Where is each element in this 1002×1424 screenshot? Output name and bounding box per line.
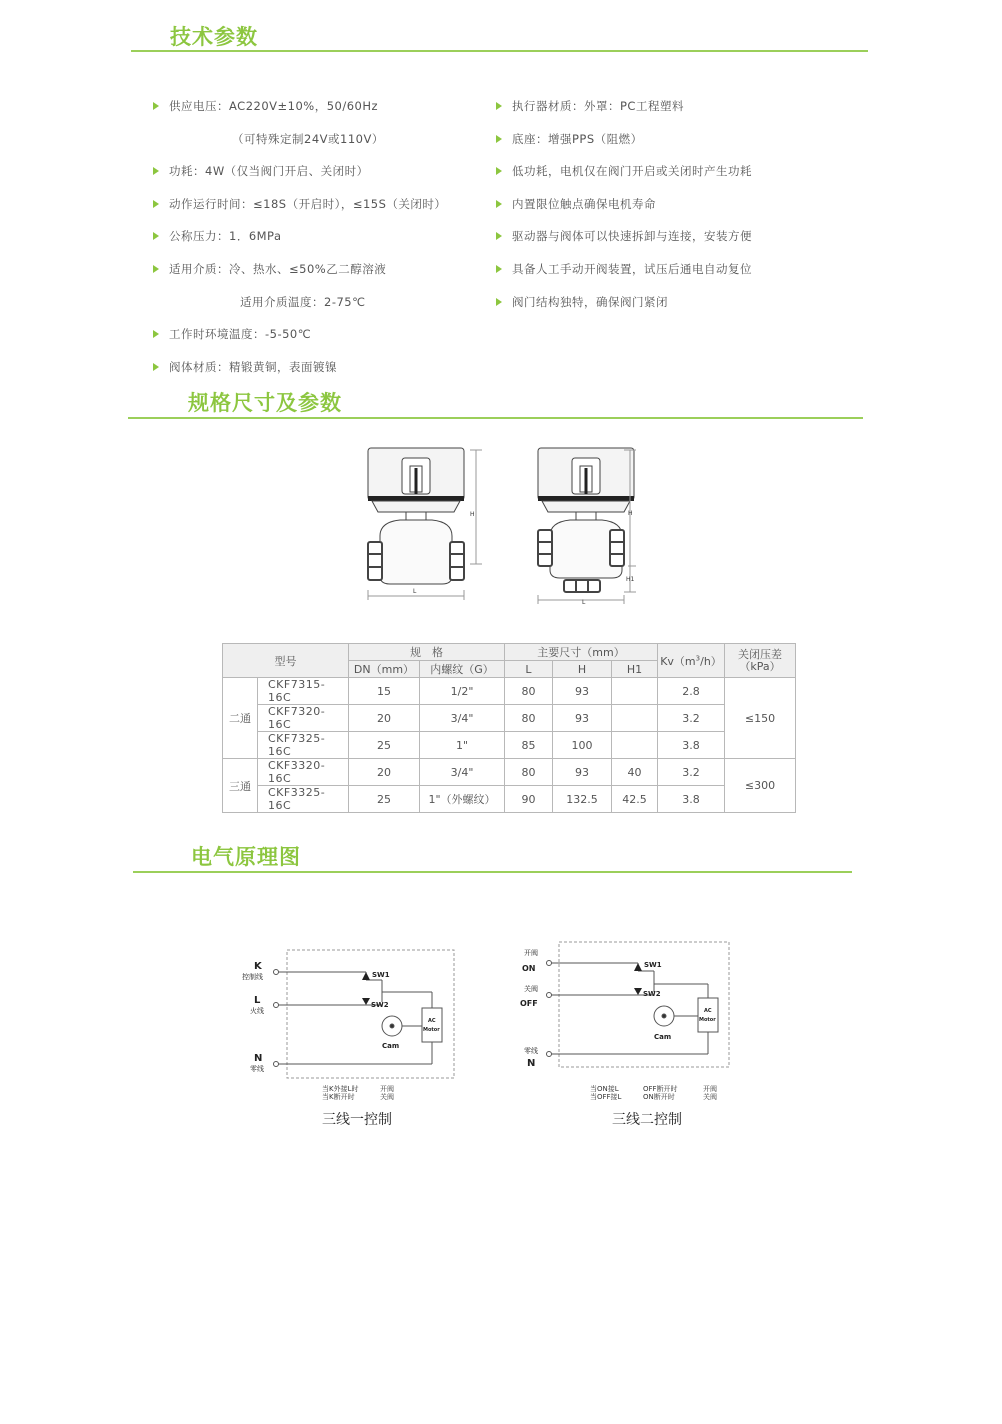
bullet-arrow-icon xyxy=(153,200,159,208)
cell-h: 93 xyxy=(553,678,612,705)
cell-model: CKF3320-16C xyxy=(258,759,349,786)
bullet-arrow-icon xyxy=(496,102,502,110)
cell-h1 xyxy=(612,732,658,759)
bullet-arrow-icon xyxy=(153,167,159,175)
cell-l: 80 xyxy=(505,678,553,705)
section-rule-tech xyxy=(131,50,868,52)
terminal-l-label: L xyxy=(254,995,261,1006)
cell-h1: 42.5 xyxy=(612,786,658,813)
cell-thread: 1" xyxy=(420,732,505,759)
diagram2-note-condition: 当ON接L 当OFF接L xyxy=(590,1085,622,1101)
tech-item: 底座：增强PPS（阻燃） xyxy=(496,131,643,147)
tech-item: 驱动器与阀体可以快速拆卸与连接，安装方便 xyxy=(496,228,752,244)
group-label: 三通 xyxy=(223,759,258,813)
cell-h1: 40 xyxy=(612,759,658,786)
cell-l: 80 xyxy=(505,759,553,786)
bullet-arrow-icon xyxy=(153,232,159,240)
section-title-electric: 电气原理图 xyxy=(191,845,301,869)
bullet-arrow-icon xyxy=(153,330,159,338)
tech-item: 工作时环境温度：-5-50℃ xyxy=(153,326,311,342)
tech-item: 供应电压：AC220V±10%，50/60Hz xyxy=(153,98,378,114)
bullet-arrow-icon xyxy=(496,200,502,208)
cell-h1 xyxy=(612,678,658,705)
tech-item: 执行器材质：外罩：PC工程塑料 xyxy=(496,98,684,114)
switch-sw1-label: SW1 xyxy=(644,961,662,969)
cell-dn: 20 xyxy=(349,705,420,732)
terminal-close-sub: 关阀 xyxy=(524,985,538,993)
terminal-off-label: OFF xyxy=(520,999,538,1008)
bullet-arrow-icon xyxy=(496,265,502,273)
terminal-l-sub: 火线 xyxy=(250,1007,264,1015)
dim-label-h: H xyxy=(628,510,633,517)
terminal-n-label: N xyxy=(527,1058,536,1069)
cell-l: 85 xyxy=(505,732,553,759)
cell-model: CKF3325-16C xyxy=(258,786,349,813)
cell-model: CKF7325-16C xyxy=(258,732,349,759)
header-model: 型号 xyxy=(223,644,349,678)
header-dims: 主要尺寸（mm） xyxy=(505,644,658,661)
header-close-pressure: 关闭压差 （kPa） xyxy=(725,644,796,678)
table-row xyxy=(223,678,796,705)
table-row xyxy=(223,732,796,759)
tech-item: 低功耗，电机仅在阀门开启或关闭时产生功耗 xyxy=(496,163,752,179)
header-thread: 内螺纹（G） xyxy=(420,661,505,678)
terminal-n-sub: 零线 xyxy=(250,1065,264,1073)
terminal-on-label: ON xyxy=(522,964,536,973)
group-label: 二通 xyxy=(223,678,258,759)
terminal-n-label: N xyxy=(254,1053,263,1064)
tech-item: 阀体材质：精锻黄铜，表面镀镍 xyxy=(153,359,337,375)
cell-thread: 1"（外螺纹） xyxy=(420,786,505,813)
dim-label-h: H xyxy=(470,511,475,518)
cam-label: Cam xyxy=(654,1033,672,1041)
cam-label: Cam xyxy=(382,1042,400,1050)
cell-h: 93 xyxy=(553,759,612,786)
cell-dn: 25 xyxy=(349,786,420,813)
cell-dn: 25 xyxy=(349,732,420,759)
two-way-valve-drawing xyxy=(368,448,482,600)
tech-item-continued: 适用介质温度：2-75℃ xyxy=(240,295,366,309)
cell-model: CKF7320-16C xyxy=(258,705,349,732)
tech-item: 具备人工手动开阀装置，试压后通电自动复位 xyxy=(496,261,752,277)
bullet-arrow-icon xyxy=(153,363,159,371)
terminal-k-label: K xyxy=(254,961,262,972)
terminal-open-sub: 开阀 xyxy=(524,949,538,957)
bullet-arrow-icon xyxy=(496,135,502,143)
spec-table xyxy=(222,643,796,813)
cell-close-pressure: ≤300 xyxy=(725,759,796,813)
tech-item-continued: （可特殊定制24V或110V） xyxy=(232,132,384,146)
table-row xyxy=(223,759,796,786)
cell-dn: 20 xyxy=(349,759,420,786)
cell-l: 90 xyxy=(505,786,553,813)
section-rule-specs xyxy=(128,417,863,419)
tech-item: 内置限位触点确保电机寿命 xyxy=(496,196,656,212)
cell-h: 93 xyxy=(553,705,612,732)
bullet-arrow-icon xyxy=(496,232,502,240)
dim-label-l: L xyxy=(582,599,586,606)
cell-h: 132.5 xyxy=(553,786,612,813)
cell-kv: 3.8 xyxy=(658,732,725,759)
tech-item: 阀门结构独特，确保阀门紧闭 xyxy=(496,294,668,310)
bullet-arrow-icon xyxy=(153,265,159,273)
diagram2-caption: 三线二控制 xyxy=(612,1112,682,1128)
motor-label: Motor xyxy=(699,1017,716,1023)
switch-sw2-label: SW2 xyxy=(643,990,661,998)
diagram1-caption: 三线一控制 xyxy=(322,1112,392,1128)
header-kv: $Kv(m^3/h)$ xyxy=(658,644,725,678)
motor-ac-label: AC xyxy=(428,1018,436,1024)
cell-kv: 2.8 xyxy=(658,678,725,705)
terminal-k-sub: 控制线 xyxy=(242,973,263,981)
cell-kv: 3.2 xyxy=(658,705,725,732)
motor-ac-label: AC xyxy=(704,1008,712,1014)
cell-h1 xyxy=(612,705,658,732)
section-title-tech: 技术参数 xyxy=(170,25,258,49)
diagram1-note-condition: 当K外接L时 当K断开时 xyxy=(322,1085,359,1101)
diagram2-note-result: 开阀 关阀 xyxy=(703,1085,717,1101)
cell-h: 100 xyxy=(553,732,612,759)
motor-label: Motor xyxy=(423,1027,440,1033)
cell-l: 80 xyxy=(505,705,553,732)
switch-sw2-label: SW2 xyxy=(371,1001,389,1009)
header-l: L xyxy=(505,661,553,678)
wiring-diagram-three-wire-one-control xyxy=(230,940,470,1090)
diagram2-note-timing: OFF断开时 ON断开时 xyxy=(643,1085,678,1101)
dim-label-h1: H1 xyxy=(626,576,635,583)
valve-drawings xyxy=(350,440,670,610)
cell-kv: 3.2 xyxy=(658,759,725,786)
tech-item: 公称压力：1．6MPa xyxy=(153,228,282,244)
cell-dn: 15 xyxy=(349,678,420,705)
table-row xyxy=(223,786,796,813)
switch-sw1-label: SW1 xyxy=(372,971,390,979)
tech-item: 功耗：4W（仅当阀门开启、关闭时） xyxy=(153,163,369,179)
tech-item: 动作运行时间：≤18S（开启时），≤15S（关闭时） xyxy=(153,196,446,212)
header-spec: 规 格 xyxy=(349,644,505,661)
cell-thread: 3/4" xyxy=(420,759,505,786)
cell-model: CKF7315-16C xyxy=(258,678,349,705)
table-row xyxy=(223,705,796,732)
section-rule-electric xyxy=(133,871,852,873)
wiring-diagram-three-wire-two-control xyxy=(510,940,740,1080)
three-way-valve-drawing xyxy=(538,448,636,604)
bullet-arrow-icon xyxy=(153,102,159,110)
cell-close-pressure: ≤150 xyxy=(725,678,796,759)
header-dn: DN（mm） xyxy=(349,661,420,678)
header-h: H xyxy=(553,661,612,678)
cell-thread: 1/2" xyxy=(420,678,505,705)
tech-item: 适用介质：冷、热水、≤50%乙二醇溶液 xyxy=(153,261,386,277)
dim-label-l: L xyxy=(413,588,417,595)
terminal-neutral-sub: 零线 xyxy=(524,1047,538,1055)
cell-thread: 3/4" xyxy=(420,705,505,732)
section-title-specs: 规格尺寸及参数 xyxy=(188,391,342,415)
bullet-arrow-icon xyxy=(496,167,502,175)
bullet-arrow-icon xyxy=(496,298,502,306)
cell-kv: 3.8 xyxy=(658,786,725,813)
header-h1: H1 xyxy=(612,661,658,678)
diagram1-note-result: 开阀 关阀 xyxy=(380,1085,394,1101)
